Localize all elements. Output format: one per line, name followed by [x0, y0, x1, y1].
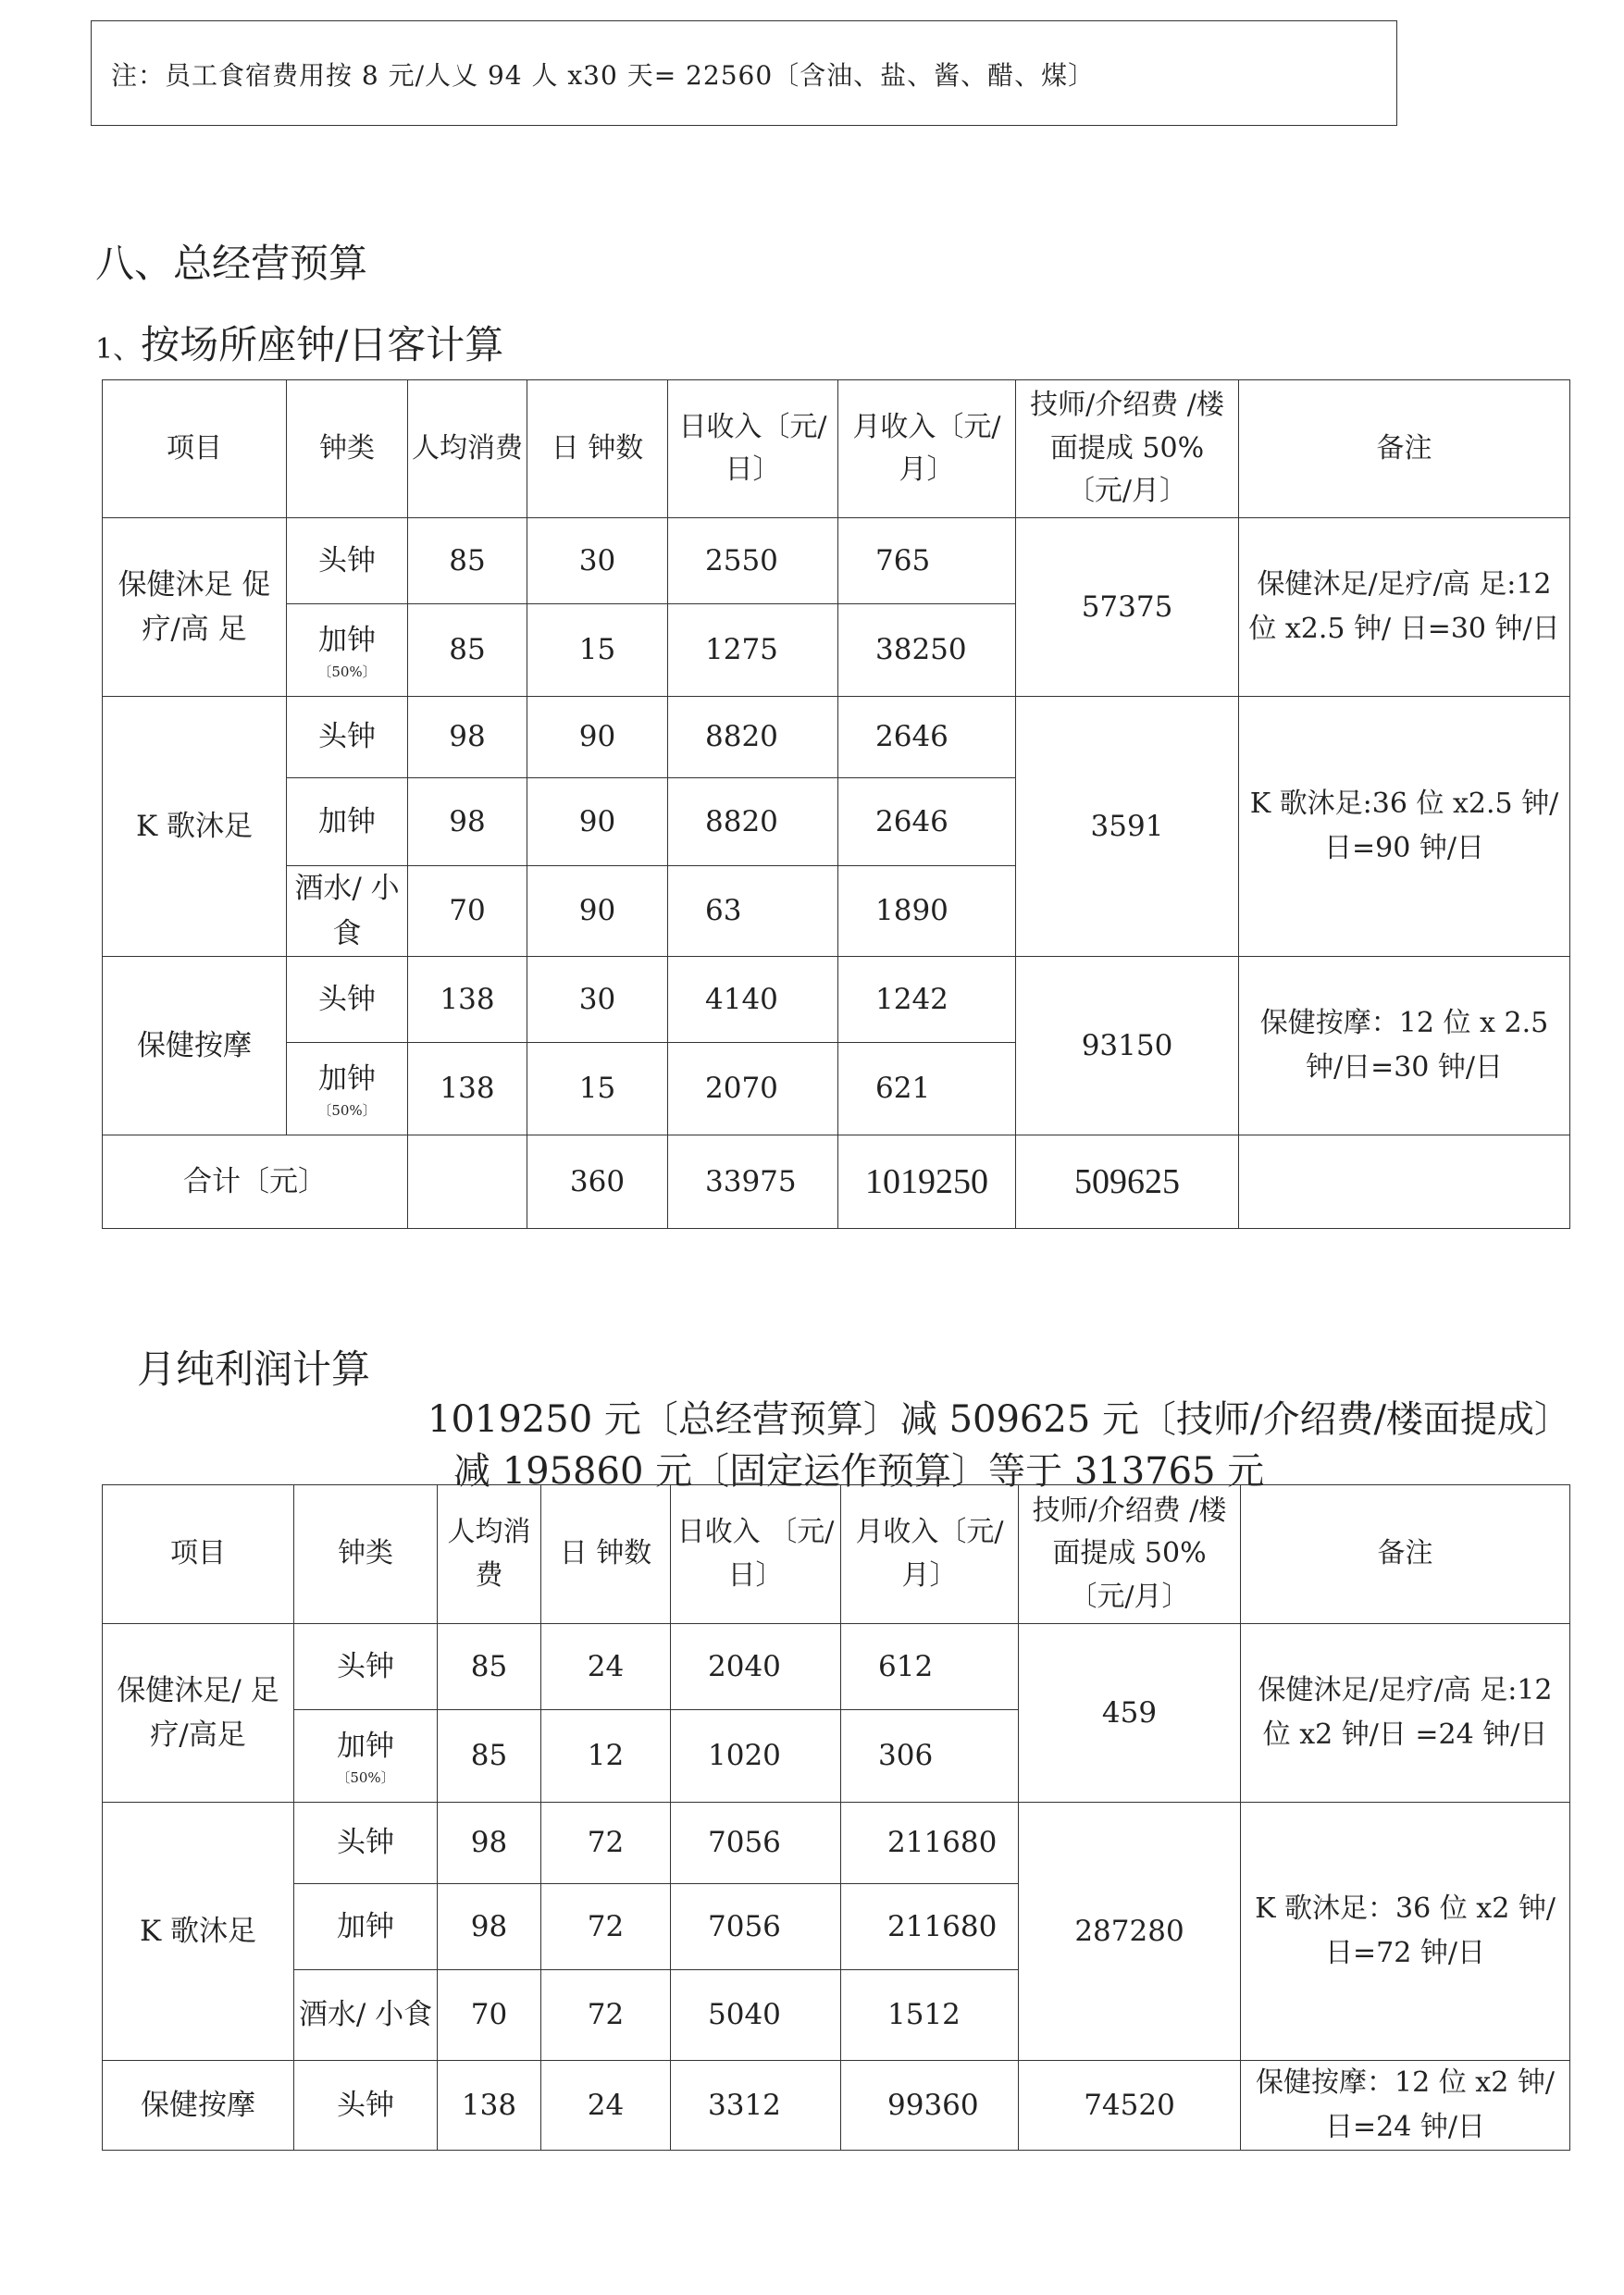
header-daily-income: 日收入〔元/日〕: [668, 380, 838, 518]
daily-income: 4140: [668, 957, 838, 1043]
budget-table: [102, 379, 1570, 1229]
total-label: 合计〔元〕: [103, 1135, 408, 1229]
avg-spend: 85: [408, 518, 527, 604]
clock-type: 头钟: [294, 1624, 438, 1710]
clock-type: [287, 1043, 408, 1135]
item-name: 保健按摩: [103, 2061, 294, 2151]
daily-count: 15: [527, 604, 668, 697]
daily-count: 72: [541, 1970, 671, 2061]
avg-spend: 70: [438, 1970, 541, 2061]
header-daily-count: 日 钟数: [527, 380, 668, 518]
clock-type: 酒水/ 小食: [287, 866, 408, 957]
commission: 57375: [1016, 518, 1239, 697]
profit-title: 月纯利润计算: [137, 1346, 371, 1392]
clock-type: 酒水/ 小食: [294, 1970, 438, 2061]
header-remark: 备注: [1239, 380, 1570, 518]
monthly-income: 2646: [838, 697, 1016, 778]
monthly-income: 211680: [841, 1803, 1019, 1884]
header-avg: 人均消费: [408, 380, 527, 518]
avg-spend: 85: [438, 1710, 541, 1803]
profit-formula-line-1: 1019250 元〔总经营预算〕减 509625 元〔技师/介绍费/楼面提成〕: [428, 1398, 1571, 1441]
table-row: [103, 518, 1570, 604]
table-header-row: [103, 1485, 1570, 1624]
daily-income: 7056: [671, 1803, 841, 1884]
clock-type-label: 加钟: [337, 1729, 394, 1763]
total-avg: [408, 1135, 527, 1229]
subsection-title: [95, 315, 503, 370]
clock-type: 头钟: [294, 2061, 438, 2151]
table-header-row: [103, 380, 1570, 518]
total-commission: 509625: [1016, 1135, 1239, 1229]
daily-count: 30: [527, 957, 668, 1043]
table-row: [103, 697, 1570, 778]
avg-spend: 98: [408, 778, 527, 866]
header-item: 项目: [103, 1485, 294, 1624]
total-row: [103, 1135, 1570, 1229]
clock-type-note: 〔50%〕: [336, 1769, 395, 1787]
table-row: [103, 957, 1570, 1043]
header-item: 项目: [103, 380, 287, 518]
daily-count: 30: [527, 518, 668, 604]
header-remark: 备注: [1241, 1485, 1570, 1624]
daily-income: 5040: [671, 1970, 841, 2061]
daily-count: 24: [541, 1624, 671, 1710]
daily-count: 12: [541, 1710, 671, 1803]
item-name: 保健沐足 促疗/高 足: [103, 518, 287, 697]
monthly-income: 38250: [838, 604, 1016, 697]
item-name: 保健沐足/ 足疗/高足: [103, 1624, 294, 1803]
item-name: K 歌沐足: [103, 1803, 294, 2061]
clock-type-label: 加钟: [318, 623, 376, 657]
total-count: 360: [527, 1135, 668, 1229]
commission: 287280: [1019, 1803, 1241, 2061]
remark: 保健沐足/足疗/高 足:12 位 x2 钟/日 =24 钟/日: [1241, 1624, 1570, 1803]
clock-type: 加钟: [294, 1884, 438, 1970]
monthly-income: 621: [838, 1043, 1016, 1135]
daily-income: 7056: [671, 1884, 841, 1970]
daily-count: 24: [541, 2061, 671, 2151]
header-monthly-income: 月收入〔元/月〕: [841, 1485, 1019, 1624]
remark: K 歌沐足：36 位 x2 钟/日=72 钟/日: [1241, 1803, 1570, 2061]
table-row: [103, 2061, 1570, 2151]
daily-income: 1020: [671, 1710, 841, 1803]
profit-formula-line-2: 减 195860 元〔固定运作预算〕等于 313765 元: [453, 1450, 1265, 1493]
table-row: [103, 1624, 1570, 1710]
clock-type: 头钟: [287, 957, 408, 1043]
daily-count: 90: [527, 697, 668, 778]
header-monthly-income: 月收入〔元/月〕: [838, 380, 1016, 518]
profit-table: [102, 1484, 1570, 2151]
header-commission: 技师/介绍费 /楼面提成 50%〔元/月〕: [1019, 1485, 1241, 1624]
avg-spend: 98: [438, 1884, 541, 1970]
commission: 3591: [1016, 697, 1239, 957]
clock-type: 加钟: [287, 778, 408, 866]
monthly-income: 99360: [841, 2061, 1019, 2151]
commission: 74520: [1019, 2061, 1241, 2151]
daily-income: 63: [668, 866, 838, 957]
clock-type: 头钟: [294, 1803, 438, 1884]
daily-income: 2550: [668, 518, 838, 604]
avg-spend: 138: [408, 957, 527, 1043]
clock-type-label: 加钟: [318, 1061, 376, 1096]
monthly-income: 306: [841, 1710, 1019, 1803]
total-monthly: 1019250: [838, 1135, 1016, 1229]
header-commission: 技师/介绍费 /楼面提成 50%〔元/月〕: [1016, 380, 1239, 518]
clock-type: [287, 604, 408, 697]
staff-cost-note: 注：员工食宿费用按 8 元/人乂 94 人 x30 天= 22560〔含油、盐、酱、醋、煤〕: [111, 60, 1096, 91]
monthly-income: 1512: [841, 1970, 1019, 2061]
header-type: 钟类: [294, 1485, 438, 1624]
clock-type-note: 〔50%〕: [317, 1102, 377, 1120]
remark: 保健沐足/足疗/高 足:12 位 x2.5 钟/ 日=30 钟/日: [1239, 518, 1570, 697]
daily-count: 90: [527, 778, 668, 866]
table-row: [103, 1803, 1570, 1884]
daily-count: 72: [541, 1803, 671, 1884]
remark: 保健按摩：12 位 x 2.5 钟/日=30 钟/日: [1239, 957, 1570, 1135]
subsection-number: 1、: [95, 333, 142, 366]
commission: 459: [1019, 1624, 1241, 1803]
daily-count: 15: [527, 1043, 668, 1135]
daily-income: 3312: [671, 2061, 841, 2151]
clock-type-note: 〔50%〕: [317, 664, 377, 681]
total-daily: 33975: [668, 1135, 838, 1229]
monthly-income: 2646: [838, 778, 1016, 866]
clock-type: 头钟: [287, 697, 408, 778]
clock-type: 头钟: [287, 518, 408, 604]
remark: 保健按摩：12 位 x2 钟/日=24 钟/日: [1241, 2061, 1570, 2151]
daily-count: 90: [527, 866, 668, 957]
section-title: 八、总经营预算: [95, 241, 368, 286]
subsection-text: 按场所座钟/日客计算: [141, 322, 504, 367]
monthly-income: 612: [841, 1624, 1019, 1710]
daily-income: 1275: [668, 604, 838, 697]
header-daily-count: 日 钟数: [541, 1485, 671, 1624]
avg-spend: 98: [438, 1803, 541, 1884]
header-daily-income: 日收入 〔元/日〕: [671, 1485, 841, 1624]
commission: 93150: [1016, 957, 1239, 1135]
daily-income: 2040: [671, 1624, 841, 1710]
total-remark: [1239, 1135, 1570, 1229]
item-name: 保健按摩: [103, 957, 287, 1135]
avg-spend: 138: [408, 1043, 527, 1135]
remark: K 歌沐足:36 位 x2.5 钟/日=90 钟/日: [1239, 697, 1570, 957]
header-avg: 人均消费: [438, 1485, 541, 1624]
avg-spend: 85: [408, 604, 527, 697]
daily-income: 8820: [668, 778, 838, 866]
daily-income: 2070: [668, 1043, 838, 1135]
item-name: K 歌沐足: [103, 697, 287, 957]
clock-type: [294, 1710, 438, 1803]
avg-spend: 98: [408, 697, 527, 778]
monthly-income: 765: [838, 518, 1016, 604]
daily-income: 8820: [668, 697, 838, 778]
avg-spend: 138: [438, 2061, 541, 2151]
monthly-income: 1242: [838, 957, 1016, 1043]
avg-spend: 70: [408, 866, 527, 957]
monthly-income: 1890: [838, 866, 1016, 957]
monthly-income: 211680: [841, 1884, 1019, 1970]
avg-spend: 85: [438, 1624, 541, 1710]
header-type: 钟类: [287, 380, 408, 518]
daily-count: 72: [541, 1884, 671, 1970]
